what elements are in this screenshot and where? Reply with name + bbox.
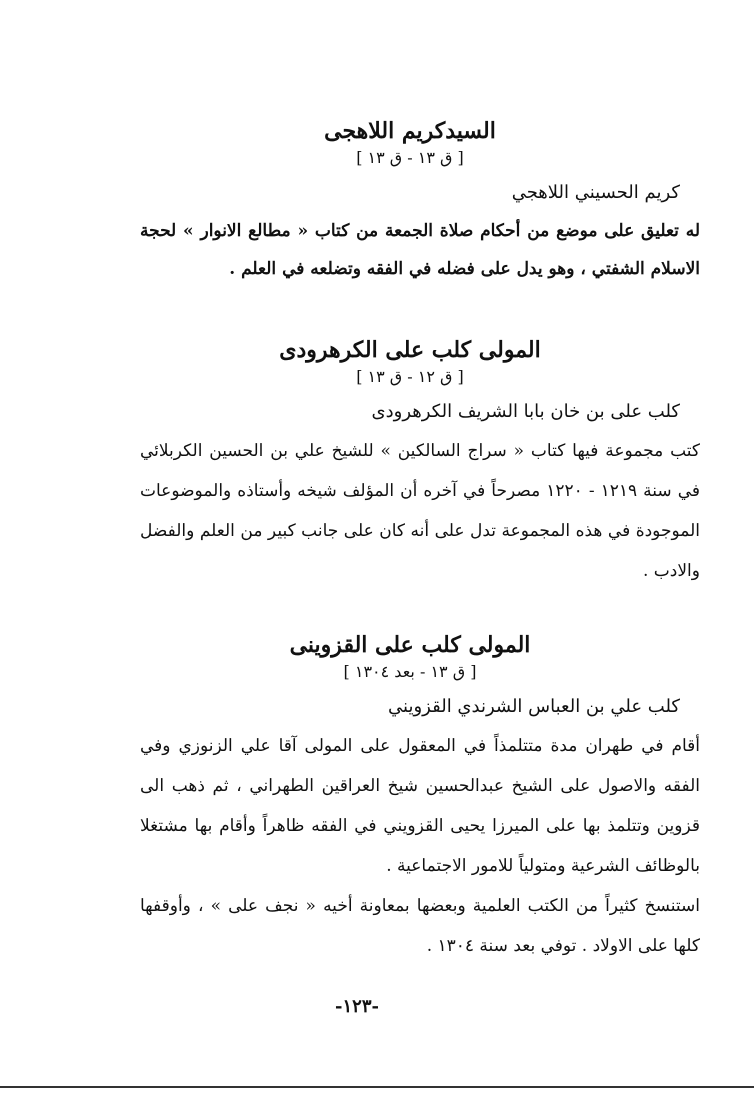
entry-kalb-ali-qazvini: [140, 630, 700, 966]
entry-dates: [ ق ١٢ - ق ١٣ ]: [356, 367, 464, 386]
entry-name: كلب علي بن العباس الشرندي القزويني: [388, 696, 680, 717]
entry-name: كريم الحسيني اللاهجي: [511, 182, 680, 203]
entry-paragraph: له تعليق على موضع من أحكام صلاة الجمعة من كتاب « مطالع الانوار » لحجة الاسلام الشفتي ، وهو يدل على فضله في الفقه وتضلعه في العلم .: [140, 221, 700, 279]
bottom-rule-divider: [0, 1086, 754, 1088]
entry-dates: [ ق ١٣ - ق ١٣ ]: [356, 148, 464, 167]
entry-title: المولى كلب على القزوينى: [289, 632, 531, 658]
entry-paragraph: استنسخ كثيراً من الكتب العلمية وبعضها بمعاونة أخيه « نجف على » ، وأوقفها كلها على الاولاد . توفي بعد سنة ١٣٠٤ .: [140, 896, 700, 956]
entry-title: المولى كلب على الكرهرودى: [279, 337, 541, 363]
entry-title: السيدكريم اللاهجى: [324, 118, 496, 144]
entry-paragraph: كتب مجموعة فيها كتاب « سراج السالكين » للشيخ علي بن الحسين الكربلائي في سنة ١٢١٩ - ١٢٢٠ مصرحاً في آخره أن المؤلف شيخه وأستاذه والموضوعات الموجودة في هذه المجموعة تدل على أنه كان على جانب كبير من العلم والفضل والادب .: [140, 441, 701, 581]
entry-name: كلب على بن خان بابا الشريف الكرهرودى: [371, 401, 680, 422]
entry-karim-lahiji: [140, 116, 700, 288]
entry-kalb-ali-karharudi: [140, 335, 700, 591]
entry-paragraph: أقام في طهران مدة متتلمذاً في المعقول على المولى آقا علي الزنوزي وفي الفقه والاصول على الشيخ عبدالحسين شيخ العراقين الطهراني ، ثم ذهب الى قزوين وتتلمذ بها على الميرزا يحيى القزويني في الفقه ظاهراً وأقام بها مشتغلا بالوظائف الشرعية ومتولياً للامور الاجتماعية .: [140, 736, 700, 876]
entry-dates: [ ق ١٣ - بعد ١٣٠٤ ]: [343, 662, 477, 681]
page-number: -١٢٣-: [335, 996, 379, 1017]
